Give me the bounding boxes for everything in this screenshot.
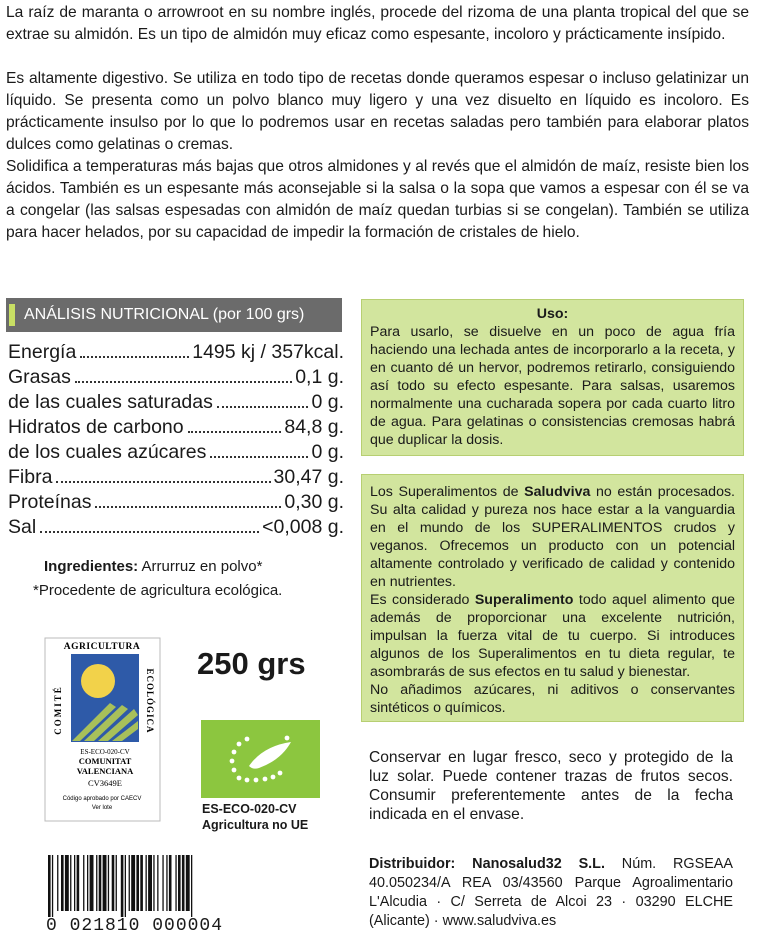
sun-icon [81,664,115,698]
nutrition-label: Fibra [8,466,53,488]
superfood-term: Superalimento [474,592,574,608]
seal-lot: Ver lote [91,805,113,811]
brand-text: Es considerado [370,592,475,608]
seal-region-1: COMUNITAT [78,756,132,766]
eu-organic-leaf-logo [201,720,320,798]
dot-leader [80,356,189,358]
seal-code: ES-ECO-020-CV [80,748,130,756]
dot-leader [188,431,282,433]
nutrition-label: Grasas [8,366,71,388]
dot-leader [210,456,308,458]
seal-registration: CV3649E [88,778,122,788]
usage-title: Uso: [536,306,569,322]
ingredients-text: Arrurruz en polvo* [141,558,263,575]
nutrition-label: Proteínas [8,491,92,513]
dot-leader [95,506,281,508]
barcode-number: 0 021810 000004 [46,916,224,936]
nutrition-row [8,489,344,514]
brand-name: Saludviva [524,484,591,500]
nutrition-value: 84,8 g. [284,416,344,438]
distributor-info [369,855,733,931]
brand-paragraph-2 [370,591,735,681]
description-paragraph-2: Es altamente digestivo. Se utiliza en todo tipo de recetas donde queramos espesar o incluso gelatinizar un líquido. Se presenta como un polvo blanco muy ligero y una vez disuelto en líquido es incoloro. Es prácticamente insulso por lo que lo podremos usar en recetas saladas pero también para elaborar platos dulces como gelatinas o cremas. [6,70,749,153]
seal-arc-right: ECOLÓGICA [145,668,155,734]
brand-text: Los Superalimentos de [370,484,525,500]
seal-approved: Código aprobado por CAECV [62,796,142,802]
eu-certification [202,801,308,833]
description-paragraph-3: Solidifica a temperaturas más bajas que otros almidones y al revés que el almidón de maíz, resiste bien los ácidos. También es un espesante más aconsejable si la salsa o la sopa que vamos a espesar con él se va a congelar (las salsas espesadas con almidón de maíz quedan turbias si se congelan). También se utiliza para hacer helados, por su capacidad de impedir la formación de cristales de hielo. [6,158,749,241]
nutrition-row [8,439,344,464]
nutrition-label: Sal [8,516,37,538]
barcode [46,855,276,917]
dot-leader [75,381,292,383]
nutrition-table [8,339,344,539]
eu-code: ES-ECO-020-CV [202,802,297,816]
nutrition-value: 0,1 g. [295,366,344,388]
nutrition-label: Energía [8,341,77,363]
nutrition-label: Hidratos de carbono [8,416,184,438]
nutrition-header-title: ANÁLISIS NUTRICIONAL (por 100 grs) [24,306,305,323]
dot-leader [217,406,309,408]
brand-box [361,474,744,722]
product-description [6,2,749,244]
nutrition-row [8,364,344,389]
distributor-text: Núm. RGSEAA 40.050234/A REA 03/43560 Parque Agroalimentario L'Alcudia · C/ Serreta de Alcoi 23 · 03290 ELCHE (Alicante) · www.saludviva.es [369,856,733,929]
dot-leader [56,481,270,483]
brand-text: todo aquel alimento que además de proporcionar una excelente nutrición, impulsan la fuerza vital de tu cuerpo. Si introduces algunos de los Superalimentos en tu dieta regular, te asombrarás de sus efectos en tu salud y bienestar. [370,592,735,680]
brand-text: no están procesados. Su alta calidad y pureza nos hace estar a la vanguardia en el mundo de los SUPERALIMENTOS crudos y veganos. Ofrecemos un producto con un potencial altamente controlado y verificado de calidad y contenido en nutrientes. [370,484,736,590]
distributor-label: Distribuidor: Nanosalud32 S.L. [369,856,605,872]
nutrition-value: 30,47 g. [273,466,344,488]
seal-region-2: VALENCIANA [76,766,134,776]
usage-box [361,299,744,456]
nutrition-row [8,389,344,414]
nutrition-label: de las cuales saturadas [8,391,213,413]
brand-paragraph-3: No añadimos azúcares, ni aditivos o conservantes sintéticos o químicos. [370,682,735,716]
nutrition-value: 0 g. [311,441,344,463]
ingredients [44,558,262,575]
nutrition-value: <0,008 g. [262,516,344,538]
nutrition-header [6,298,342,332]
seal-arc-top: AGRICULTURA [63,642,141,652]
nutrition-row [8,339,344,364]
nutrition-value: 1495 kj / 357kcal. [192,341,344,363]
nutrition-value: 0 g. [311,391,344,413]
nutrition-row [8,414,344,439]
seal-arc-left: COMITÉ [53,685,63,735]
dot-leader [40,531,259,533]
nutrition-label: de los cuales azúcares [8,441,207,463]
nutrition-header-accent [9,304,15,326]
storage-instructions: Conservar en lugar fresco, seco y protegido de la luz solar. Puede contener trazas de frutos secos. Consumir preferentemente antes de la fecha indicada en el envase. [369,749,733,823]
ingredients-label: Ingredientes: [44,558,139,575]
brand-paragraph-1 [370,483,735,591]
nutrition-row [8,514,344,539]
ingredients-note: *Procedente de agricultura ecológica. [33,582,283,599]
eu-origin: Agricultura no UE [202,818,309,832]
net-weight: 250 grs [197,646,306,681]
description-paragraph-1: La raíz de maranta o arrowroot en su nombre inglés, procede del rizoma de una planta tropical del que se extrae su almidón. Es un tipo de almidón muy eficaz como espesante, incoloro y prácticamente insípido. [6,4,749,43]
nutrition-row [8,464,344,489]
eco-agriculture-seal [44,637,161,822]
usage-text: Para usarlo, se disuelve en un poco de agua fría haciendo una lechada antes de incorporarlo a la receta, y en cuanto dé un hervor, podremos retirarlo, consiguiendo así todo su efecto espesante. Para salsas, usaremos normalmente una cucharada sopera por cada cuarto litro de agua. Para gelatinas o consistencias cremosas habrá que duplicar la dosis. [370,324,735,448]
nutrition-value: 0,30 g. [284,491,344,513]
